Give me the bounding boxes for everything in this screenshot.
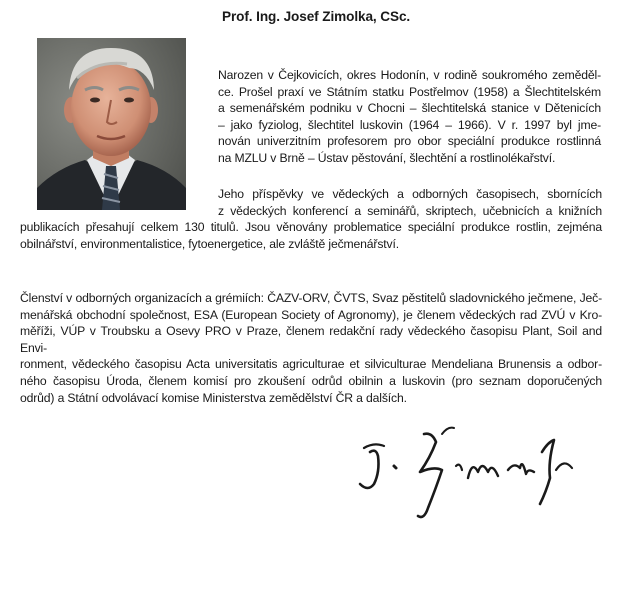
publications-paragraph bbox=[20, 186, 602, 252]
bio-paragraph bbox=[218, 67, 601, 167]
portrait-photo bbox=[37, 38, 186, 210]
publications-line: publikacích přesahují celkem 130 titulů. Jsou věnovány problematice speciální produkce rostlin, zejména bbox=[20, 220, 602, 235]
memberships-line: menářská obchodní společnost, ESA (European Society of Agronomy), je členem vědeckých rad ZVÚ v Kro- bbox=[20, 307, 602, 322]
bio-line: – jako fyziolog, šlechtitel luskovin (1964 – 1966). V r. 1997 byl jme- bbox=[218, 117, 601, 132]
bio-line: a semenářském podniku v Chocni – šlechtitelská stanice v Dětenicích bbox=[218, 101, 601, 116]
publications-line: Jeho příspěvky ve vědeckých a odborných časopisech, sbornících bbox=[218, 187, 602, 201]
memberships-line: ného časopisu Úroda, členem komisí pro zkoušení odrůd obilnin a luskovin (pro seznam doporučených bbox=[20, 373, 602, 388]
memberships-line: ronment, vědeckého časopisu Acta universitatis agriculturae et silviculturae Mendeliana Brunensis a odbor- bbox=[20, 357, 602, 372]
page-title: Prof. Ing. Josef Zimolka, CSc. bbox=[222, 9, 411, 24]
handwritten-signature bbox=[350, 412, 590, 527]
publications-line: obilnářství, environmentalistice, fytoenergetice, ale zvláště ječmenářství. bbox=[20, 236, 399, 251]
publications-line: z vědeckých konferencí a seminářů, skriptech, učebnicích a knižních bbox=[218, 203, 602, 218]
bio-line: na MZLU v Brně – Ústav pěstování, šlechtění a rostlinolékařství. bbox=[218, 150, 556, 165]
memberships-paragraph bbox=[20, 290, 602, 406]
bio-line: nován univerzitním profesorem pro obor speciální produkce rostlinná bbox=[218, 134, 601, 149]
bio-line: Narozen v Čejkovicích, okres Hodonín, v rodině soukromého zeměděl- bbox=[218, 68, 601, 82]
memberships-line: Členství v odborných organizacích a grémiích: ČAZV-ORV, ČVTS, Svaz pěstitelů sladovnického ječmene, Ječ- bbox=[20, 291, 602, 305]
memberships-line: odrůd) a Státní odvolávací komise Ministerstva zemědělství ČR a dalších. bbox=[20, 390, 407, 405]
bio-line: ce. Prošel praxí ve Státním statku Postřelmov (1958) a Šlechtitelském bbox=[218, 84, 601, 99]
memberships-line: měříži, VÚP v Troubsku a Osevy PRO v Praze, členem redakční rady vědeckého časopisu Plant, Soil and Envi- bbox=[20, 324, 602, 355]
